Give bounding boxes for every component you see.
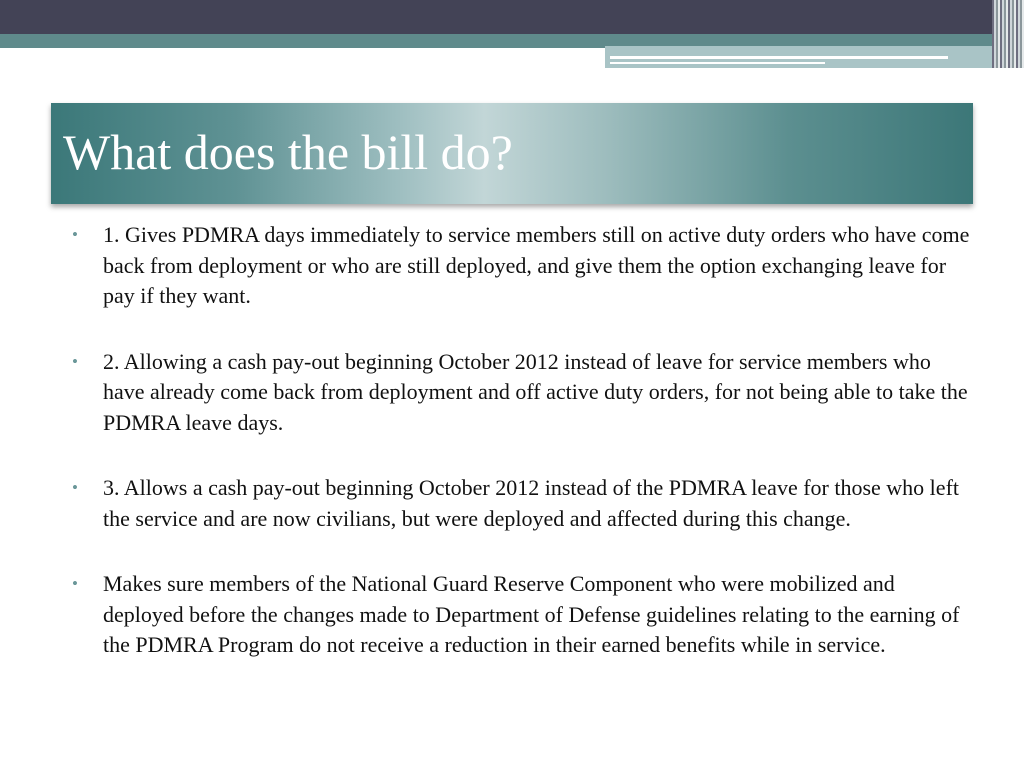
bullet-item [72, 473, 972, 534]
bullet-marker: • [72, 478, 78, 497]
header-stripe-decoration [992, 0, 1024, 68]
bullet-marker: • [72, 574, 78, 593]
header-dark-band [0, 0, 1024, 34]
slide-title: What does the bill do? [63, 124, 513, 180]
bullet-item [72, 347, 972, 439]
bullet-text: Makes sure members of the National Guard Reserve Component who were mobilized and deployed before the changes made to Department of Defense guidelines relating to the earning of the PDMRA Program do not receive a reduction in their earned benefits while in service. [103, 571, 960, 657]
bullet-marker: • [72, 225, 78, 244]
bullet-text: 2. Allowing a cash pay-out beginning October 2012 instead of leave for service members who have already come back from deployment and off active duty orders, for not being able to take the PDMRA leave days. [103, 348, 968, 435]
header-accent-line [610, 62, 825, 64]
bullet-item [72, 569, 972, 661]
bullet-text: 1. Gives PDMRA days immediately to service members still on active duty orders who have come back from deployment or who are still deployed, and give them the option exchanging leave for pay if they want. [103, 222, 970, 308]
bullet-marker: • [72, 351, 78, 371]
header-accent-line [610, 56, 948, 59]
title-bar [51, 103, 973, 204]
bullet-text: 3. Allows a cash pay-out beginning October 2012 instead of the PDMRA leave for those who left the service and are now civilians, but were deployed and affected during this change. [103, 475, 960, 531]
bullet-list [72, 220, 972, 661]
bullet-item [72, 220, 972, 312]
